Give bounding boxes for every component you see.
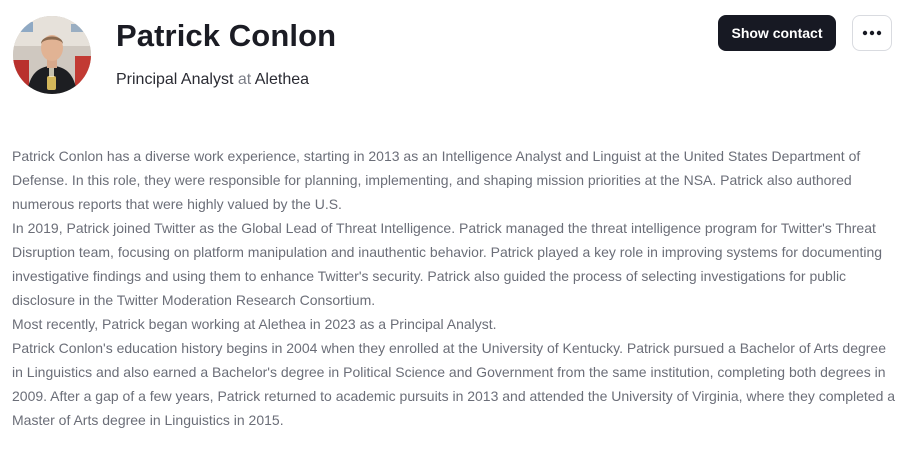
job-title: Principal Analyst (116, 71, 234, 88)
bio-section (12, 144, 900, 432)
show-contact-button[interactable]: Show contact (718, 15, 836, 51)
bio-paragraph: In 2019, Patrick joined Twitter as the Global Lead of Threat Intelligence. Patrick managed the threat intelligence program for Twitter's Threat Disruption team, focusing on platform manipulation and inauthentic behavior. Patrick played a key role in improving systems for documenting investigative findings and using them to enhance Twitter's security. Patrick also guided the process of selecting investigations for public disclosure in the Twitter Moderation Research Consortium. (12, 220, 883, 308)
more-options-button[interactable] (852, 15, 892, 51)
bio-paragraph: Most recently, Patrick began working at Alethea in 2023 as a Principal Analyst. (12, 316, 497, 332)
company-name[interactable]: Alethea (254, 71, 310, 88)
profile-name: Patrick Conlon (116, 18, 337, 53)
bio-paragraph: Patrick Conlon has a diverse work experience, starting in 2013 as an Intelligence Analyst and Linguist at the United States Department of Defense. In this role, they were responsible for planning, implementing, and shaping mission priorities at the NSA. Patrick also authored numerous reports that were highly valued by the U.S. (12, 148, 861, 212)
at-separator: at (237, 71, 252, 88)
avatar-photo (13, 16, 91, 94)
avatar[interactable] (13, 16, 91, 94)
more-horizontal-icon (862, 30, 882, 36)
profile-role (116, 71, 309, 89)
bio-paragraph: Patrick Conlon's education history begins in 2004 when they enrolled at the University of Kentucky. Patrick pursued a Bachelor of Arts degree in Linguistics and also earned a Bachelor's degree in Political Science and Government from the same institution, completing both degrees in 2009. After a gap of a few years, Patrick returned to academic pursuits in 2013 and attended the University of Virginia, where they completed a Master of Arts degree in Linguistics in 2015. (12, 340, 896, 428)
